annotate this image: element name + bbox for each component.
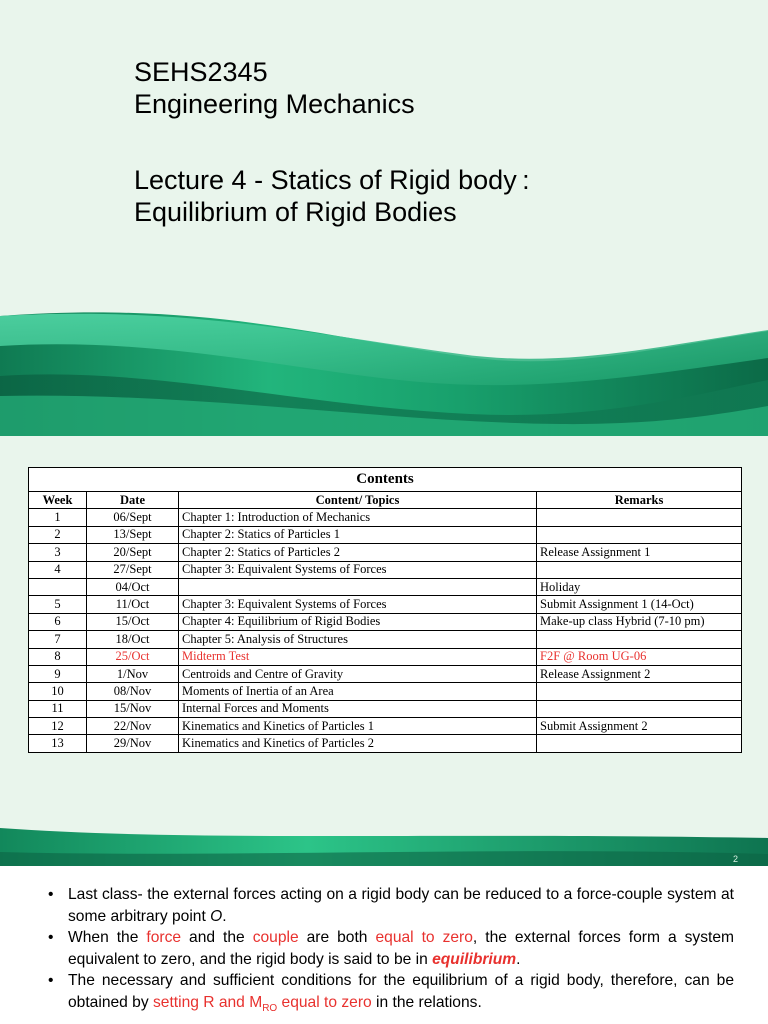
- topic-cell: Chapter 3: Equivalent Systems of Forces: [179, 561, 537, 578]
- bullet-item-3: [48, 970, 734, 1019]
- table-row: [29, 735, 742, 752]
- date-cell: 15/Oct: [87, 613, 179, 630]
- topic-cell: Midterm Test: [179, 648, 537, 665]
- word-equilibrium: equilibrium: [432, 950, 517, 968]
- date-cell: 22/Nov: [87, 718, 179, 735]
- phrase-equal-to-zero: equal to zero: [375, 929, 473, 946]
- week-cell: 12: [29, 718, 87, 735]
- remarks-cell: Holiday: [537, 578, 742, 595]
- week-cell: 9: [29, 665, 87, 682]
- topic-cell: Chapter 2: Statics of Particles 2: [179, 544, 537, 561]
- title-slide: [0, 0, 768, 436]
- remarks-cell: Release Assignment 2: [537, 665, 742, 682]
- week-cell: 6: [29, 613, 87, 630]
- subscript-ro: RO: [262, 1002, 278, 1014]
- date-cell: 11/Oct: [87, 596, 179, 613]
- equilibrium-slide: [0, 868, 768, 1024]
- bullet-3-text-a: The necessary and sufficient conditions for the equilibrium of a rigid body, therefore, can be obtained by: [68, 972, 734, 1011]
- table-row: [29, 683, 742, 700]
- remarks-cell: [537, 735, 742, 752]
- decorative-bottom-band: [0, 828, 768, 866]
- table-row: [29, 526, 742, 543]
- remarks-cell: [537, 509, 742, 526]
- table-row: [29, 596, 742, 613]
- bullet-list: [48, 884, 734, 1019]
- topic-cell: [179, 578, 537, 595]
- topic-cell: Kinematics and Kinetics of Particles 1: [179, 718, 537, 735]
- topic-cell: Internal Forces and Moments: [179, 700, 537, 717]
- week-cell: 11: [29, 700, 87, 717]
- week-cell: [29, 578, 87, 595]
- course-schedule-table: [28, 467, 742, 753]
- title-block: [134, 56, 530, 228]
- bullet-item-1: [48, 884, 734, 927]
- date-cell: 06/Sept: [87, 509, 179, 526]
- slide-number: 2: [732, 854, 738, 864]
- remarks-cell: Make-up class Hybrid (7-10 pm): [537, 613, 742, 630]
- bullet-1-end: .: [222, 907, 227, 925]
- topic-cell: Chapter 2: Statics of Particles 1: [179, 526, 537, 543]
- word-couple: couple: [252, 929, 299, 946]
- week-cell: 2: [29, 526, 87, 543]
- date-cell: 29/Nov: [87, 735, 179, 752]
- week-cell: 5: [29, 596, 87, 613]
- header-remarks: Remarks: [537, 492, 742, 509]
- point-o: O: [210, 907, 223, 925]
- date-cell: 20/Sept: [87, 544, 179, 561]
- bullet-dot: •: [48, 886, 54, 903]
- topic-cell: Chapter 5: Analysis of Structures: [179, 631, 537, 648]
- remarks-cell: Submit Assignment 2: [537, 718, 742, 735]
- topic-cell: Chapter 4: Equilibrium of Rigid Bodies: [179, 613, 537, 630]
- date-cell: 27/Sept: [87, 561, 179, 578]
- topic-cell: Kinematics and Kinetics of Particles 2: [179, 735, 537, 752]
- bullet-dot: •: [48, 972, 54, 989]
- bullet-2-text-c: are both: [298, 929, 376, 946]
- phrase-setting-text: setting R and M: [152, 993, 263, 1011]
- table-row: [29, 544, 742, 561]
- topic-cell: Chapter 1: Introduction of Mechanics: [179, 509, 537, 526]
- bullet-2-text-d: , the external forces form a system equivalent to zero, and the rigid body is said to be in: [68, 929, 734, 968]
- week-cell: 10: [29, 683, 87, 700]
- remarks-cell: [537, 526, 742, 543]
- week-cell: 13: [29, 735, 87, 752]
- remarks-cell: [537, 631, 742, 648]
- word-force: force: [146, 929, 182, 946]
- week-cell: 8: [29, 648, 87, 665]
- bullet-dot: •: [48, 929, 54, 946]
- date-cell: 04/Oct: [87, 578, 179, 595]
- header-topic: Content/ Topics: [179, 492, 537, 509]
- topic-cell: Chapter 3: Equivalent Systems of Forces: [179, 596, 537, 613]
- bullet-item-2: [48, 927, 734, 970]
- week-cell: 7: [29, 631, 87, 648]
- week-cell: 4: [29, 561, 87, 578]
- remarks-cell: [537, 561, 742, 578]
- date-cell: 08/Nov: [87, 683, 179, 700]
- bullet-3-end: in the relations.: [371, 993, 482, 1011]
- table-row: [29, 613, 742, 630]
- table-title: Contents: [29, 468, 742, 492]
- phrase-setting: [152, 993, 372, 1014]
- remarks-cell: [537, 683, 742, 700]
- table-row: [29, 631, 742, 648]
- table-row: [29, 665, 742, 682]
- header-week: Week: [29, 492, 87, 509]
- bullet-2-text-b: and the: [181, 929, 253, 946]
- table-row: [29, 700, 742, 717]
- lecture-title-line-2: Equilibrium of Rigid Bodies: [134, 197, 457, 227]
- title-gap: [134, 120, 530, 164]
- date-cell: 25/Oct: [87, 648, 179, 665]
- week-cell: 3: [29, 544, 87, 561]
- bullet-2-text-a: When the: [68, 929, 147, 946]
- phrase-equal-to-zero-2: equal to zero: [277, 993, 372, 1011]
- date-cell: 1/Nov: [87, 665, 179, 682]
- course-name: Engineering Mechanics: [134, 89, 415, 119]
- table-row: [29, 578, 742, 595]
- remarks-cell: [537, 700, 742, 717]
- header-date: Date: [87, 492, 179, 509]
- table-row: [29, 561, 742, 578]
- remarks-cell: F2F @ Room UG-06: [537, 648, 742, 665]
- topic-cell: Moments of Inertia of an Area: [179, 683, 537, 700]
- week-cell: 1: [29, 509, 87, 526]
- topic-cell: Centroids and Centre of Gravity: [179, 665, 537, 682]
- remarks-cell: Submit Assignment 1 (14-Oct): [537, 596, 742, 613]
- date-cell: 15/Nov: [87, 700, 179, 717]
- bullet-1-text: Last class- the external forces acting on a rigid body can be reduced to a force-couple system at some arbitrary point: [68, 886, 734, 925]
- date-cell: 13/Sept: [87, 526, 179, 543]
- table-row-midterm: [29, 648, 742, 665]
- table-row: [29, 718, 742, 735]
- date-cell: 18/Oct: [87, 631, 179, 648]
- decorative-wave-band: [0, 296, 768, 436]
- lecture-title-line-1: Lecture 4 - Statics of Rigid body :: [134, 165, 530, 195]
- course-code: SEHS2345: [134, 57, 268, 87]
- bullet-2-end: .: [516, 950, 521, 968]
- table-row: [29, 509, 742, 526]
- remarks-cell: Release Assignment 1: [537, 544, 742, 561]
